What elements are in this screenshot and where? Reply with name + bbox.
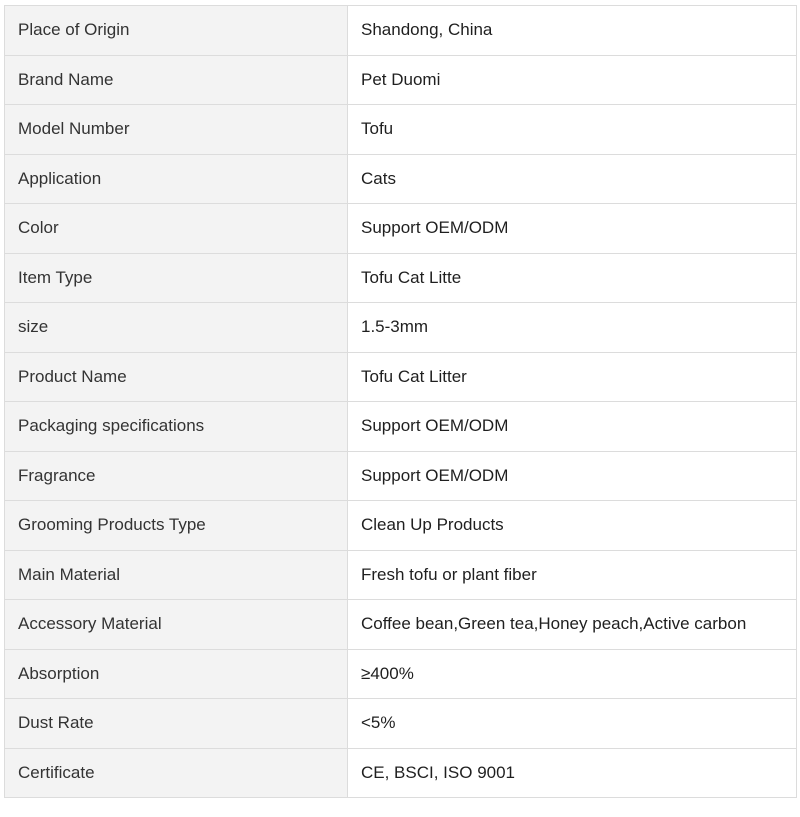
spec-value: Pet Duomi	[348, 55, 797, 105]
spec-label: Color	[5, 204, 348, 254]
table-row	[5, 6, 797, 56]
spec-label: Application	[5, 154, 348, 204]
spec-value: Support OEM/ODM	[348, 451, 797, 501]
spec-label: Certificate	[5, 748, 348, 798]
table-row	[5, 600, 797, 650]
spec-label: Grooming Products Type	[5, 501, 348, 551]
spec-table-body	[5, 6, 797, 798]
spec-value: Fresh tofu or plant fiber	[348, 550, 797, 600]
spec-label: Brand Name	[5, 55, 348, 105]
spec-value: Tofu Cat Litte	[348, 253, 797, 303]
table-row	[5, 303, 797, 353]
table-row	[5, 550, 797, 600]
spec-value: Cats	[348, 154, 797, 204]
spec-label: Dust Rate	[5, 699, 348, 749]
spec-label: Absorption	[5, 649, 348, 699]
table-row	[5, 105, 797, 155]
spec-value: Coffee bean,Green tea,Honey peach,Active carbon	[348, 600, 797, 650]
spec-value: Support OEM/ODM	[348, 204, 797, 254]
table-row	[5, 649, 797, 699]
table-row	[5, 451, 797, 501]
spec-label: Accessory Material	[5, 600, 348, 650]
spec-value: ≥400%	[348, 649, 797, 699]
spec-label: size	[5, 303, 348, 353]
product-spec-table	[4, 5, 797, 798]
spec-value: Clean Up Products	[348, 501, 797, 551]
spec-value: 1.5-3mm	[348, 303, 797, 353]
table-row	[5, 204, 797, 254]
table-row	[5, 352, 797, 402]
spec-label: Main Material	[5, 550, 348, 600]
table-row	[5, 253, 797, 303]
spec-value: <5%	[348, 699, 797, 749]
table-row	[5, 748, 797, 798]
spec-value: Support OEM/ODM	[348, 402, 797, 452]
spec-value: CE, BSCI, ISO 9001	[348, 748, 797, 798]
spec-label: Place of Origin	[5, 6, 348, 56]
spec-label: Packaging specifications	[5, 402, 348, 452]
spec-value: Tofu Cat Litter	[348, 352, 797, 402]
table-row	[5, 501, 797, 551]
table-row	[5, 402, 797, 452]
spec-label: Item Type	[5, 253, 348, 303]
spec-label: Fragrance	[5, 451, 348, 501]
table-row	[5, 154, 797, 204]
table-row	[5, 699, 797, 749]
table-row	[5, 55, 797, 105]
spec-label: Product Name	[5, 352, 348, 402]
spec-value: Tofu	[348, 105, 797, 155]
spec-value: Shandong, China	[348, 6, 797, 56]
spec-label: Model Number	[5, 105, 348, 155]
